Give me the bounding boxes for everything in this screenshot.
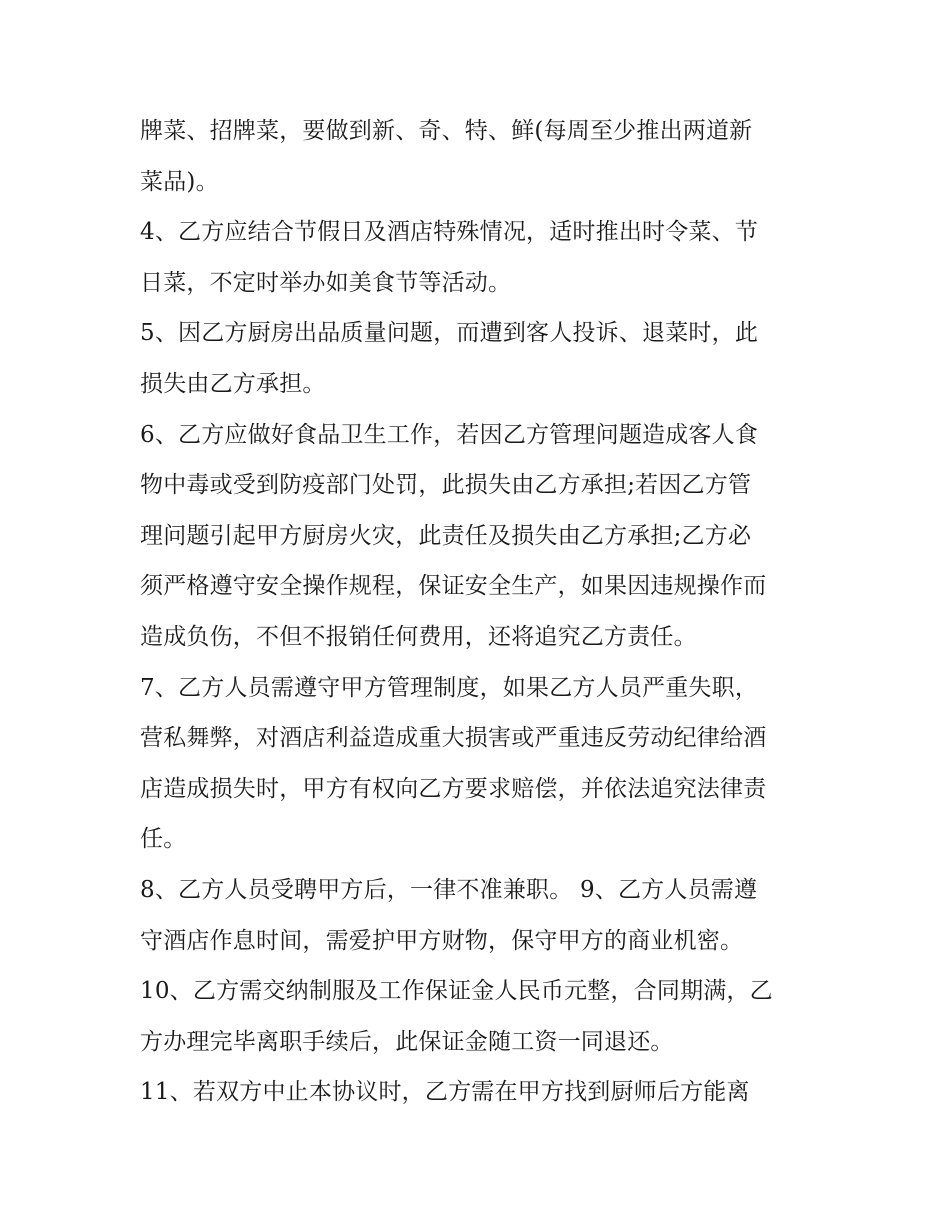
clause-8-line: 8、乙方人员受聘甲方后，一律不准兼职。 9、乙方人员需遵 bbox=[140, 876, 758, 903]
text-line: 须严格遵守安全操作规程，保证安全生产，如果因违规操作而 bbox=[140, 573, 767, 600]
text-line: 菜品)。 bbox=[140, 168, 219, 195]
clause-5-line: 5、因乙方厨房出品质量问题，而遭到客人投诉、退菜时，此 bbox=[140, 320, 759, 347]
text-line: 方办理完毕离职手续后，此保证金随工资一同退还。 bbox=[140, 1028, 674, 1055]
text-line: 营私舞弊，对酒店利益造成重大损害或严重违反劳动纪律给酒 bbox=[140, 725, 767, 752]
text-line: 牌菜、招牌菜，要做到新、奇、特、鲜(每周至少推出两道新 bbox=[140, 118, 753, 144]
text-line: 造成负伤，不但不报销任何费用，还将追究乙方责任。 bbox=[140, 623, 697, 650]
clause-11-line: 11、若双方中止本协议时，乙方需在甲方找到厨师后方能离 bbox=[140, 1079, 750, 1106]
text-line: 损失由乙方承担。 bbox=[140, 370, 326, 397]
text-line: 日菜，不定时举办如美食节等活动。 bbox=[140, 269, 512, 296]
text-line: 守酒店作息时间，需爱护甲方财物，保守甲方的商业机密。 bbox=[140, 927, 744, 954]
text-line: 物中毒或受到防疫部门处罚，此损失由乙方承担;若因乙方管 bbox=[140, 472, 752, 499]
contract-text-body bbox=[140, 106, 820, 1118]
clause-7-line: 7、乙方人员需遵守甲方管理制度，如果乙方人员严重失职， bbox=[140, 674, 759, 701]
clause-10-line: 10、乙方需交纳制服及工作保证金人民币元整，合同期满，乙 bbox=[140, 978, 773, 1005]
clause-4-line: 4、乙方应结合节假日及酒店特殊情况，适时推出时令菜、节 bbox=[140, 219, 759, 246]
text-line: 任。 bbox=[140, 826, 187, 853]
text-line: 理问题引起甲方厨房火灾，此责任及损失由乙方承担;乙方必 bbox=[140, 522, 752, 549]
clause-6-line: 6、乙方应做好食品卫生工作，若因乙方管理问题造成客人食 bbox=[140, 421, 759, 448]
text-line: 店造成损失时，甲方有权向乙方要求赔偿，并依法追究法律责 bbox=[140, 775, 767, 802]
